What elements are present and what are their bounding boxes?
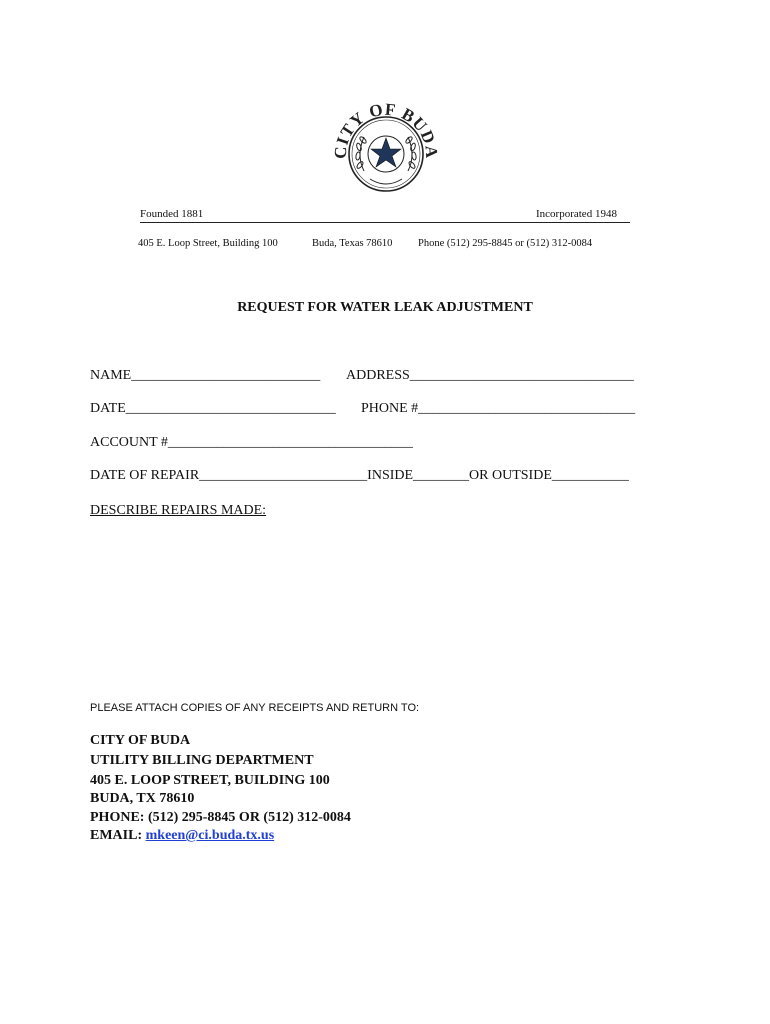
incorporated-text: Incorporated 1948 — [536, 208, 617, 220]
name-field[interactable]: NAME___________________________ — [90, 368, 321, 383]
return-street: 405 E. LOOP STREET, BUILDING 100 — [90, 773, 330, 788]
phone-field[interactable]: PHONE #_______________________________ — [361, 401, 636, 416]
header-divider — [140, 222, 630, 223]
street-address: 405 E. Loop Street, Building 100 — [138, 238, 278, 249]
star-icon — [371, 138, 401, 167]
address-field[interactable]: ADDRESS________________________________ — [346, 368, 634, 383]
return-email-line — [90, 828, 274, 844]
describe-repairs-label: DESCRIBE REPAIRS MADE: — [90, 503, 267, 518]
return-city-zip: BUDA, TX 78610 — [90, 791, 195, 806]
return-city: CITY OF BUDA — [90, 733, 191, 748]
date-field[interactable]: DATE______________________________ — [90, 401, 336, 416]
phone-numbers: Phone (512) 295-8845 or (512) 312-0084 — [418, 238, 593, 249]
return-phone: PHONE: (512) 295-8845 OR (512) 312-0084 — [90, 810, 351, 825]
attach-receipts-note: PLEASE ATTACH COPIES OF ANY RECEIPTS AND RETURN TO: — [90, 702, 420, 714]
date-of-repair-field[interactable]: DATE OF REPAIR________________________INSIDE________OR OUTSIDE___________ — [90, 468, 629, 483]
email-link[interactable]: mkeen@ci.buda.tx.us — [145, 828, 275, 843]
account-field[interactable]: ACCOUNT #___________________________________ — [90, 435, 413, 450]
seal-arc-text: CITY OF BUDA — [330, 99, 442, 160]
form-title: REQUEST FOR WATER LEAK ADJUSTMENT — [237, 300, 533, 315]
founded-text: Founded 1881 — [140, 208, 204, 220]
city-seal-logo — [330, 93, 442, 195]
return-department: UTILITY BILLING DEPARTMENT — [90, 753, 314, 768]
city-state-zip: Buda, Texas 78610 — [312, 238, 393, 249]
email-label: EMAIL: — [90, 828, 143, 843]
